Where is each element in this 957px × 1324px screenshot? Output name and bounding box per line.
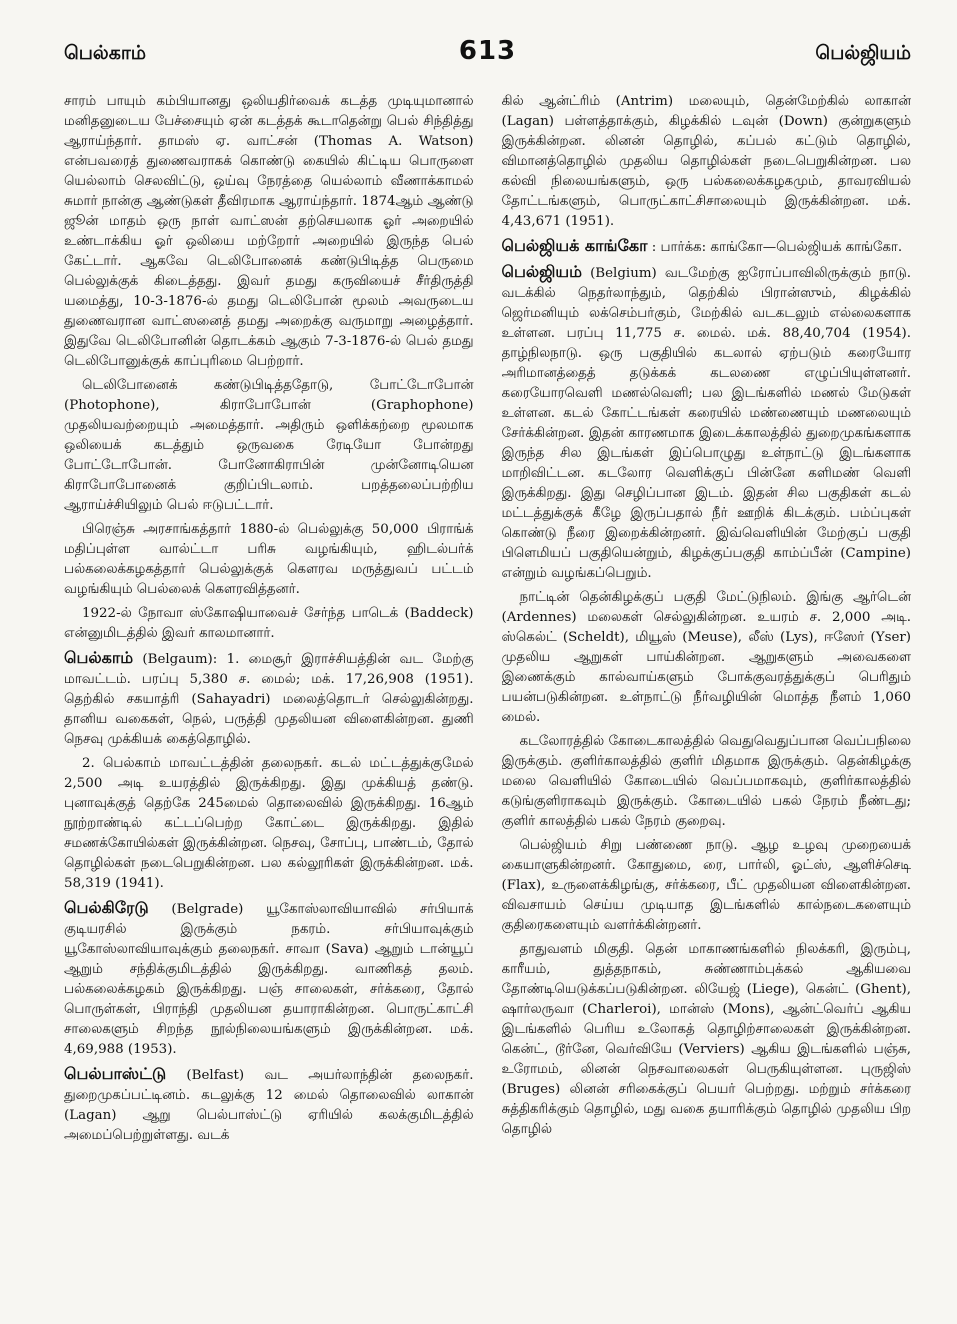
body-paragraph: கில் ஆன்ட்ரிம் (Antrim) மலையும், தென்மேற்கில் லாகான் (Lagan) பள்ளத்தாக்கும், கிழக்கில் டவுன் (Down) குன்றுகளும் இருக்கின்றன. லினன் தொழில், கப்பல் கட்டும் தொழில், விமானத்தொழில் முதலிய தொழில்கள் நடைபெறுகின்றன. பல கல்வி நிலையங்களும், ஒரு பல்கலைக்கழகமும், தாவரவியல் தோட்டங்களும், பொருட்காட்சிசாலையும் இருக்கின்றன. மக். 4,43,671 (1951). xyxy=(501,94,911,229)
entry-headword: பெல்கிரேடு xyxy=(64,898,149,917)
entry-headword: பெல்ஜியக் காங்கோ xyxy=(501,236,648,255)
dictionary-entry xyxy=(502,262,912,584)
running-head-left: பெல்காம் xyxy=(64,42,147,64)
body-paragraph: பிரெஞ்சு அரசாங்கத்தார் 1880-ல் பெல்லுக்கு 50,000 பிராங்க் மதிப்புள்ள வால்ட்டா பரிசு வழங்கியும், ஹிடல்பர்க் பல்கலைக்கழகத்தார் பெல்லுக்குக் கௌரவ மருத்துவப் பட்டம் வழங்கியும் பெல்லைக் கௌரவித்தனர். xyxy=(64,522,474,597)
dictionary-entry xyxy=(64,648,474,750)
entry-headword: பெல்ஜியம் xyxy=(501,262,582,281)
entry-headword: பெல்காம் xyxy=(64,648,134,667)
body-paragraph: சாரம் பாயும் கம்பியானது ஒலியதிர்வைக் கடத்த முடியுமானால் மனிதனுடைய பேச்சையும் ஏன் கடத்தக் கூடாதென்று பெல் சிந்தித்து ஆராய்ந்தார். தாமஸ் ஏ. வாட்சன் (Thomas A. Watson) என்பவரைத் துணைவராகக் கொண்டு கையில் கிட்டிய பொருளை யெல்லாம் செலவிட்டு, ஒய்வு நேரத்தை யெல்லாம் வீணாக்காமல் சுமார் நான்கு ஆண்டுகள் தீவிரமாக ஆராய்ந்தார். 1874ஆம் ஆண்டு ஜூன் மாதம் ஒரு நாள் வாட்ஸன் தற்செயலாக ஓர் அறையில் உண்டாக்கிய ஓர் ஒலியை மற்றோர் அறையில் இருந்த பெல் கேட்டார். ஆகவே டெலிபோனைக் கண்டுபிடித்த பெருமை பெல்லுக்குக் கிடைத்தது. இவர் தமது கருவியைச் சீர்திருத்தி யமைத்து, 10-3-1876-ல் தமது டெலிபோன் மூலம் அவருடைய துணைவரான வாட்ஸனைத் தமது அறைக்கு வருமாறு அழைத்தார். இதுவே டெலிபோனின் தொடக்கம் ஆகும் 7-3-1876-ல் பெல் தமது டெலிபோனுக்குக் காப்புரிமை பெற்றார். xyxy=(64,94,474,369)
page-header xyxy=(64,36,911,92)
right-column xyxy=(502,92,912,1308)
running-head-right: பெல்ஜியம் xyxy=(815,42,911,64)
body-paragraph: நாட்டின் தென்கிழக்குப் பகுதி மேட்டுநிலம். இங்கு ஆர்டென் (Ardennes) மலைகள் செல்லுகின்றன. உயரம் ச. 2,000 அடி. ஸ்கெல்ட் (Scheldt), மியூஸ் (Meuse), லீஸ் (Lys), ஈஸேர் (Yser) முதலிய ஆறுகள் பாய்கின்றன. ஆறுகளும் அவைகளை இணைக்கும் கால்வாய்களும் போக்குவரத்துக்குப் பெரிதும் பயன்படுகின்றன. உள்நாட்டு நீர்வழியின் மொத்த நீளம் 1,060 மைல். xyxy=(501,590,911,725)
body-paragraph: கடலோரத்தில் கோடைகாலத்தில் வெதுவெதுப்பான வெப்பநிலை இருக்கும். குளிர்காலத்தில் குளிர் மிதமாக இருக்கும். தென்கிழக்கு மலை வெளியில் கோடையில் வெப்பமாகவும், குளிர்காலத்தில் கடுங்குளிராகவும் இருக்கும். கோடையில் பகல் நேரம் நீண்டது; குளிர் காலத்தில் பகல் நேரம் குறைவு. xyxy=(501,734,911,829)
body-paragraph: 1922-ல் நோவா ஸ்கோஷியாவைச் சேர்ந்த பாடெக் (Baddeck) என்னுமிடத்தில் இவர் காலமானார். xyxy=(64,606,474,641)
entry-text: (Belgrade) யூகோஸ்லாவியாவில் சர்பியாக் குடியரசில் இருக்கும் நகரம். சர்பியாவுக்கும் யூகோஸ்லாவியாவுக்கும் தலைநகர். சாவா (Sava) ஆறும் டான்யூப் ஆறும் சந்திக்குமிடத்தில் இருக்கிறது. வாணிகத் தலம். பல்கலைக்கழகம் இருக்கிறது. பஞ் சாலைகள், சர்க்கரை, தோல் பொருள்கள், பிராந்தி முதலியன தயாராகின்றன. பொருட்காட்சி சாலைகளும் சிறந்த நூல்நிலையங்களும் இருக்கின்றன. மக். 4,69,988 (1953). xyxy=(64,902,474,1057)
entry-text: (Belfast) வட அயர்லாந்தின் தலைநகர். துறைமுகப்பட்டினம். கடலுக்கு 12 மைல் தொலைவில் லாகான் (Lagan) ஆறு பெல்பாஸ்ட்டு ஏரியில் கலக்குமிடத்தில் அமைப்பெற்றுள்ளது. வடக் xyxy=(64,1068,474,1143)
left-column xyxy=(64,92,474,1308)
body-paragraph: 2. பெல்காம் மாவட்டத்தின் தலைநகர். கடல் மட்டத்துக்குமேல் 2,500 அடி உயரத்தில் இருக்கிறது. இது முக்கியத் தண்டு. புனாவுக்குத் தெற்கே 245மைல் தொலைவில் இருக்கிறது. 16ஆம் நூற்றாண்டில் கட்டப்பெற்ற கோட்டை இருக்கிறது. இதில் சமணக்கோயில்கள் இருக்கின்றன. நெசவு, சோப்பு, பாண்டம், தோல் தொழில்கள் நடைபெறுகின்றன. பல கல்லூரிகள் இருக்கின்றன. மக். 58,319 (1941). xyxy=(64,756,474,891)
entry-text: : பார்க்க: காங்கோ—பெல்ஜியக் காங்கோ. xyxy=(647,240,903,255)
entry-headword: பெல்பாஸ்ட்டு xyxy=(64,1064,167,1083)
body-paragraph: தாதுவளம் மிகுதி. தென் மாகாணங்களில் நிலக்கரி, இரும்பு, காரீயம், துத்தநாகம், சுண்ணாம்புக்கல் ஆகியவை தோண்டியெடுக்கப்படுகின்றன. லியேஜ் (Liege), கென்ட் (Ghent), ஷார்லருவா (Charleroi), மான்ஸ் (Mons), ஆன்ட்வெர்ப் ஆகிய இடங்களில் பெரிய உலோகத் தொழிற்சாலைகள் இருக்கின்றன. கென்ட், டூர்னே, வெர்வியே (Verviers) ஆகிய இடங்களில் பஞ்சு, உரோமம், லினன் நெசவாலைகள் பெருகியுள்ளன. புருஜிஸ் (Bruges) லினன் சரிகைக்குப் பெயர் பெற்றது. மற்றும் சர்க்கரை சுத்திகரிக்கும் தொழில், மது வகை தயாரிக்கும் தொழில் முதலிய பிற தொழில் xyxy=(501,942,911,1137)
text-columns xyxy=(64,92,911,1308)
dictionary-entry xyxy=(64,898,474,1060)
entry-text: (Belgium) வடமேற்கு ஐரோப்பாவிலிருக்கும் நாடு. வடக்கில் நெதர்லாந்தும், தெற்கில் பிரான்ஸும், கிழக்கில் ஜெர்மனியும் லக்செம்பர்கும், மேற்கில் வடகடலும் எல்லைகளாக உள்ளன. பரப்பு 11,775 ச. மைல். மக். 88,40,704 (1954). தாழ்நிலநாடு. ஒரு பகுதியில் கடலால் ஏற்படும் கரையோர அரிமானத்தைத் தடுக்கக் கடலணை எழுப்பியுள்ளனர். கரையோரவெளி மணல்வெளி; பல இடங்களில் மணல் மேடுகள் உள்ளன. கடல் கோட்டங்கள் கரையில் மண்ணையும் மணலையும் சேர்க்கின்றன. இதன் காரணமாக இடைக்காலத்தில் துறைமுகங்களாக இருந்த சில இடங்கள் இப்பொழுது உள்நாட்டு இடங்களாக மாறிவிட்டன. கடலோர வெளிக்குப் பின்னே களிமண் வெளி இருக்கிறது. இது செழிப்பான இடம். இதன் சில பகுதிகள் கடல் மட்டத்துக்குக் கீழே இருப்பதால் நீர் ஊறிக் கிடக்கும். பம்ப்புகள் கொண்டு நீரை இறைக்கின்றனர். இவ்வெளியின் மேற்குப் பகுதி பிளெமியப் பகுதியென்றும், கிழக்குப்பகுதி காம்ப்பீன் (Campine) என்றும் வழங்கப்பெறும். xyxy=(501,266,911,581)
body-paragraph: டெலிபோனைக் கண்டுபிடித்ததோடு, போட்டோபோன் (Photophone), கிராபோபோன் (Graphophone) முதலியவற்றையும் அமைத்தார். அதிரும் ஒளிக்கற்றை மூலமாக ஒலியைக் கடத்தும் ஒருவகை ரேடியோ போன்றது போட்டோபோன். போனோகிராபின் முன்னோடியென கிராபோபோனைக் குறிப்பிடலாம். பறத்தலைப்பற்றிய ஆராய்ச்சியிலும் பெல் ஈடுபட்டார். xyxy=(64,378,474,513)
body-paragraph: பெல்ஜியம் சிறு பண்ணை நாடு. ஆழ உழவு முறையைக் கையாளுகின்றனர். கோதுமை, ரை, பார்லி, ஓட்ஸ், ஆளிச்செடி (Flax), உருளைக்கிழங்கு, சர்க்கரை, பீட் முதலியன விளைகின்றன. விவசாயம் செய்ய முடியாத இடங்களில் கால்நடைகளையும் குதிரைகளையும் வளர்க்கின்றனர். xyxy=(501,838,911,933)
entry-text: (Belgaum): 1. மைசூர் இராச்சியத்தின் வட மேற்கு மாவட்டம். பரப்பு 5,380 ச. மைல்; மக். 17,26,908 (1951). தெற்கில் சகயாத்ரி (Sahayadri) மலைத்தொடர் செல்லுகின்றது. தானிய வகைகள், நெல், பருத்தி முதலியன விளைகின்றன. துணி நெசவு முக்கியக் கைத்தொழில். xyxy=(64,652,474,747)
page-number: 613 xyxy=(458,36,517,66)
dictionary-entry xyxy=(64,1064,474,1146)
dictionary-entry xyxy=(502,236,912,258)
